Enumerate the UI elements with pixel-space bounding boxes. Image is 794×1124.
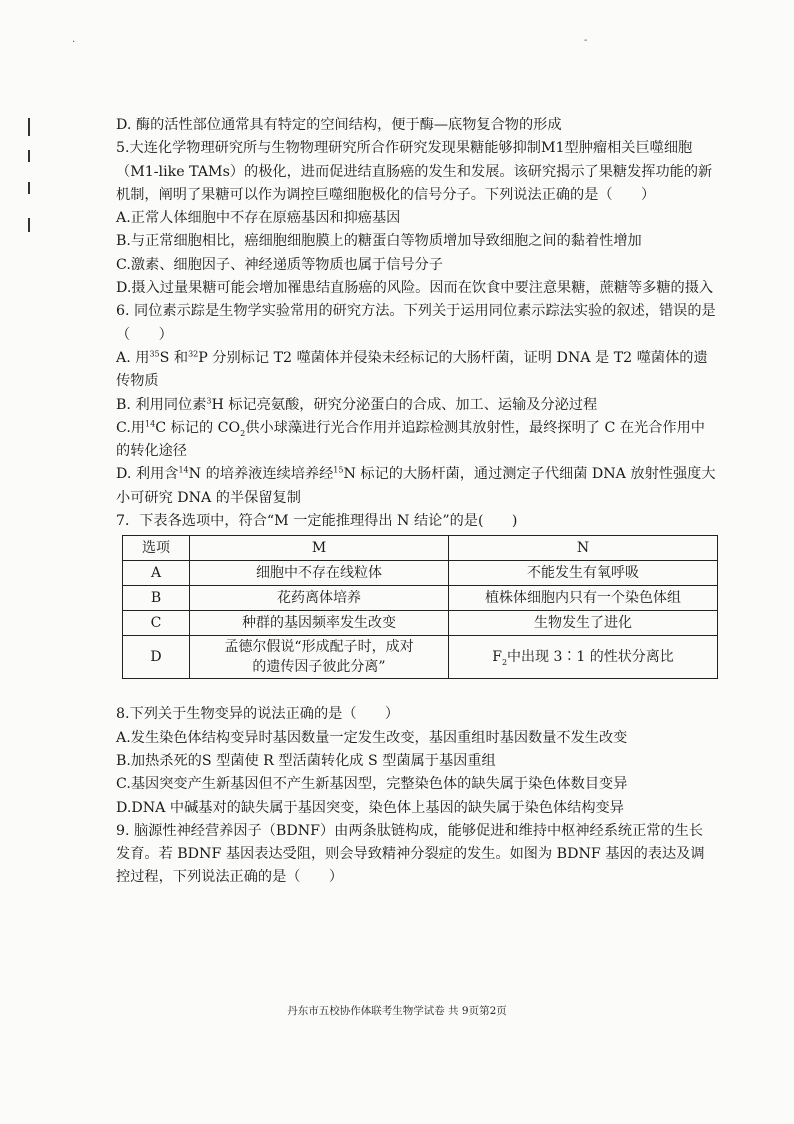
scan-artifact bbox=[28, 118, 30, 136]
table-cell: 花药离体培养 bbox=[190, 586, 449, 611]
scan-artifact bbox=[28, 218, 30, 232]
q8-option-d: D.DNA 中碱基对的缺失属于基因突变，染色体上基因的缺失属于染色体结构变异 bbox=[116, 799, 624, 816]
scan-artifact bbox=[28, 150, 30, 162]
q6-option-c: C.用$^{14}$C 标记的 $CO_2$供小球藻进行光合作用并追踪检测其放射性，最终探明了 C 在光合作用中的转化途径 bbox=[116, 419, 705, 460]
q5-stem: 5.大连化学物理研究所与生物物理研究所合作研究发现果糖能够抑制M1型肿瘤相关巨噬细胞（M1-like TAMs）的极化，进而促进结直肠癌的发生和发展。该研究揭示了果糖发挥功能的新机制，阐明了果糖可以作为调控巨噬细胞极化的信号分子。下列说法正确的是（ ） bbox=[116, 140, 713, 203]
table-cell: C bbox=[123, 611, 190, 636]
table-row bbox=[123, 636, 718, 679]
table-cell: D bbox=[123, 636, 190, 679]
q7-stem: 7．下表各选项中，符合“M 一定能推理得出 N 结论”的是( ) bbox=[116, 513, 518, 530]
q6-option-b: B. 利用同位素$^3$H 标记亮氨酸，研究分泌蛋白的合成、加工、运输及分泌过程 bbox=[116, 395, 598, 413]
table-row bbox=[123, 561, 718, 586]
table-cell: 植株体细胞内只有一个染色体组 bbox=[449, 586, 718, 611]
scan-mark: · bbox=[72, 37, 76, 48]
q8-stem: 8.下列关于生物变异的说法正确的是（ ） bbox=[116, 706, 400, 723]
table-cell: 细胞中不存在线粒体 bbox=[190, 561, 449, 586]
table-cell-line: 孟德尔假说“形成配子时，成对 bbox=[224, 639, 414, 656]
q9-stem: 9. 脑源性神经营养因子（BDNF）由两条肽链构成，能够促进和维持中枢神经系统正常的生长发育。若 BDNF 基因表达受阻，则会导致精神分裂症的发生。如图为 BDNF 基因的表达及调控过程，下列说法正确的是（ ） bbox=[116, 822, 705, 886]
page-footer: 丹东市五校协作体联考生物学试卷 共 9页第2页 bbox=[287, 1005, 507, 1017]
table-cell: A bbox=[123, 561, 190, 586]
question-content bbox=[116, 114, 716, 890]
q8-option-c: C.基因突变产生新基因但不产生新基因型，完整染色体的缺失属于染色体数目变异 bbox=[116, 776, 628, 793]
table-header-cell: N bbox=[449, 536, 718, 561]
table-row bbox=[123, 611, 718, 636]
table-header-cell: 选项 bbox=[123, 536, 190, 561]
q8-option-b: B.加热杀死的S 型菌使 R 型活菌转化成 S 型菌属于基因重组 bbox=[116, 752, 496, 769]
table-header-cell: M bbox=[190, 536, 449, 561]
table-cell: B bbox=[123, 586, 190, 611]
table-cell: 不能发生有氧呼吸 bbox=[449, 561, 718, 586]
table-cell: 种群的基因频率发生改变 bbox=[190, 611, 449, 636]
table-cell: $F_2$中出现 3∶1 的性状分离比 bbox=[449, 636, 718, 679]
q5-option-a: A.正常人体细胞中不存在原癌基因和抑癌基因 bbox=[116, 210, 401, 227]
q8-option-a: A.发生染色体结构变异时基因数量一定发生改变，基因重组时基因数量不发生改变 bbox=[116, 729, 628, 746]
q6-stem: 6. 同位素示踪是生物学实验常用的研究方法。下列关于运用同位素示踪法实验的叙述，错误的是（ ） bbox=[116, 303, 716, 343]
table-cell: 生物发生了进化 bbox=[449, 611, 718, 636]
scan-mark: - bbox=[584, 35, 588, 46]
scan-artifact bbox=[28, 182, 30, 194]
q7-table bbox=[122, 535, 718, 679]
q4-option-d: D. 酶的活性部位通常具有特定的空间结构，便于酶—底物复合物的形成 bbox=[116, 117, 562, 133]
table-cell-line: 的遗传因子彼此分离” bbox=[252, 659, 386, 676]
table-cell bbox=[190, 636, 449, 679]
q5-option-d: D.摄入过量果糖可能会增加罹患结直肠癌的风险。因而在饮食中要注意果糖，蔗糖等多糖的摄入 bbox=[116, 280, 714, 297]
q5-option-b: B.与正常细胞相比，癌细胞细胞膜上的糖蛋白等物质增加导致细胞之间的黏着性增加 bbox=[116, 233, 642, 250]
q6-option-a: A. 用$^{35}$S 和$^{32}$P 分别标记 T2 噬菌体并侵染未经标记的大肠杆菌，证明 DNA 是 T2 噬菌体的遗传物质 bbox=[116, 349, 708, 390]
table-header-row bbox=[123, 536, 718, 561]
q6-option-d: D. 利用含$^{14}$N 的培养液连续培养经$^{15}$N 标记的大肠杆菌，通过测定子代细菌 DNA 放射性强度大小可研究 DNA 的半保留复制 bbox=[116, 465, 716, 506]
q5-option-c: C.激素、细胞因子、神经递质等物质也属于信号分子 bbox=[116, 256, 443, 273]
table-row bbox=[123, 586, 718, 611]
